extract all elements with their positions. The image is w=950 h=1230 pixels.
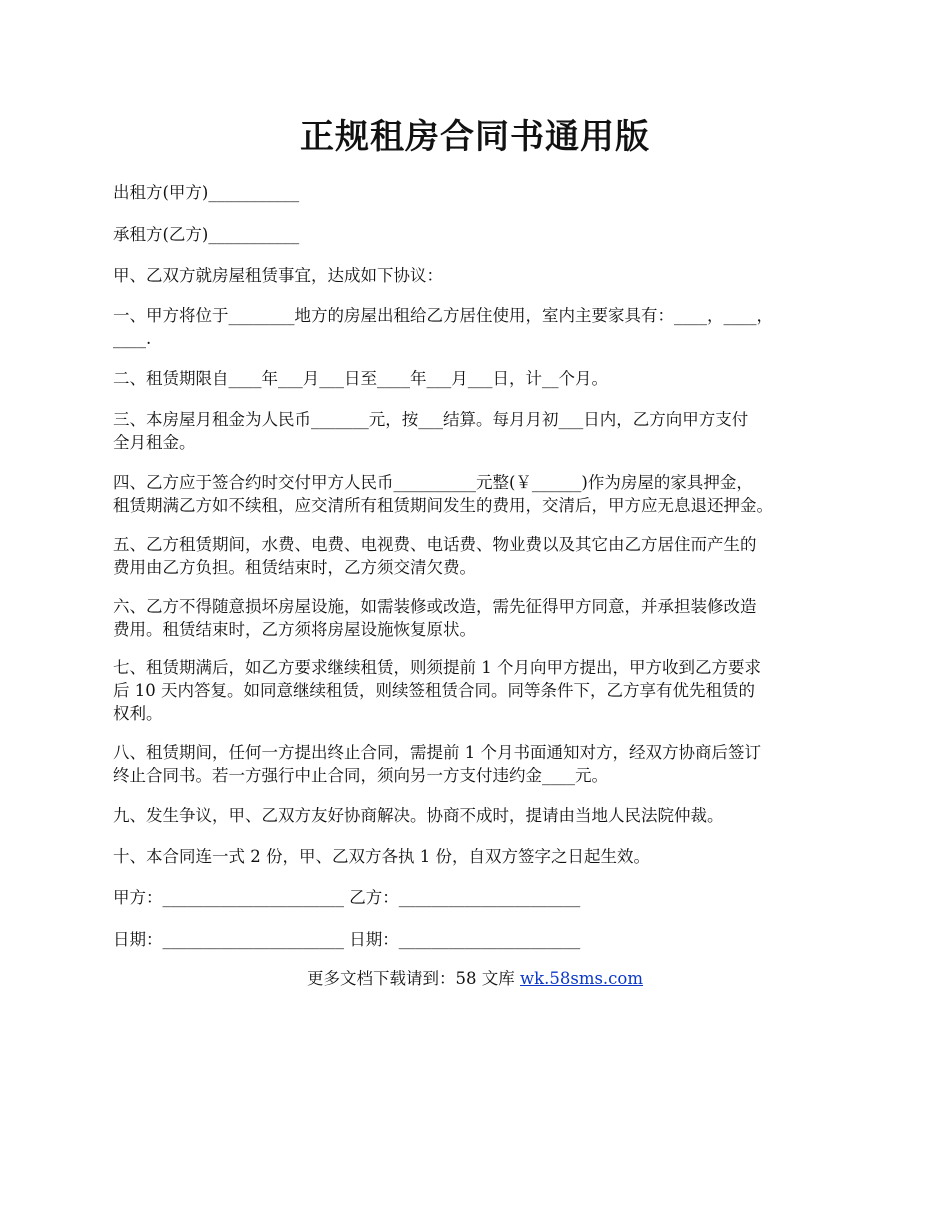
clause-8: 八、租赁期间，任何一方提出终止合同，需提前 1 个月书面通知对方，经双方协商后签订 终止合同书。若一方强行中止合同，须向另一方支付违约金____元。 <box>113 743 761 785</box>
signature-line: 甲方：______________________ 乙方：______________________ <box>113 888 581 907</box>
clause-5: 五、乙方租赁期间，水费、电费、电视费、电话费、物业费以及其它由乙方居住而产生的 费用由乙方负担。租赁结束时，乙方须交清欠费。 <box>113 535 757 577</box>
footer-link[interactable]: wk.58sms.com <box>519 969 643 988</box>
clause-7: 七、租赁期满后，如乙方要求继续租赁，则须提前 1 个月向甲方提出，甲方收到乙方要求 后 10 天内答复。如同意继续租赁，则续签租赁合同。同等条件下，乙方享有优先租赁的 权利。 <box>113 658 761 723</box>
footer-text: 更多文档下载请到：58 文库 <box>306 969 520 988</box>
clause-10: 十、本合同连一式 2 份，甲、乙双方各执 1 份，自双方签字之日起生效。 <box>113 847 650 866</box>
document-title: 正规租房合同书通用版 <box>300 117 650 157</box>
clause-3: 三、本房屋月租金为人民币_______元，按___结算。每月月初___日内，乙方向甲方支付 全月租金。 <box>113 410 749 452</box>
clause-2: 二、租赁期限自____年___月___日至____年___月___日，计__个月。 <box>113 369 608 388</box>
lessor-line: 出租方(甲方)___________ <box>113 183 300 202</box>
date-line: 日期：______________________ 日期：______________________ <box>113 930 581 949</box>
clause-9: 九、发生争议，甲、乙双方友好协商解决。协商不成时，提请由当地人民法院仲裁。 <box>113 806 724 825</box>
footer <box>0 967 950 990</box>
agreement-intro: 甲、乙双方就房屋租赁事宜，达成如下协议： <box>113 266 443 285</box>
clause-6: 六、乙方不得随意损坏房屋设施，如需装修或改造，需先征得甲方同意，并承担装修改造 费用。租赁结束时，乙方须将房屋设施恢复原状。 <box>113 597 757 639</box>
clause-4: 四、乙方应于签合约时交付甲方人民币__________元整(￥______)作为房屋的家具押金， 租赁期满乙方如不续租，应交清所有租赁期间发生的费用，交清后，甲方应无息退还押金。 <box>113 473 773 515</box>
lessee-line: 承租方(乙方)___________ <box>113 225 300 244</box>
clause-1: 一、甲方将位于________地方的房屋出租给乙方居住使用，室内主要家具有：____，____， ____. <box>113 306 773 348</box>
